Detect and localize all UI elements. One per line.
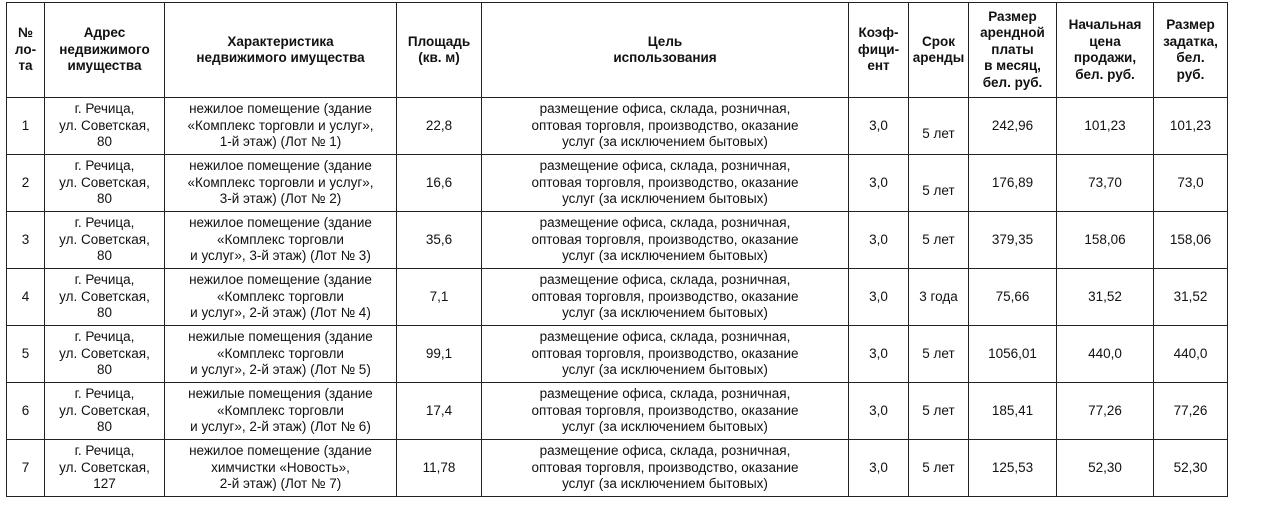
header-purpose — [482, 3, 849, 98]
cell-area: 99,1 — [397, 326, 482, 383]
cell-line: размещение офиса, склада, розничная, — [539, 443, 791, 459]
cell-purpose — [482, 212, 849, 269]
cell-line: химчистки «Новость», — [211, 459, 350, 475]
cell-rent: 379,35 — [969, 212, 1057, 269]
cell-line: Коэф- — [858, 25, 899, 41]
cell-coefficient: 3,0 — [849, 155, 909, 212]
cell-coefficient: 3,0 — [849, 212, 909, 269]
table-row — [7, 98, 1228, 155]
cell-description — [165, 212, 397, 269]
cell-lot-number: 1 — [7, 98, 45, 155]
cell-area: 16,6 — [397, 155, 482, 212]
cell-start-price: 31,52 — [1057, 269, 1154, 326]
cell-deposit: 73,0 — [1154, 155, 1228, 212]
header-deposit — [1154, 3, 1228, 98]
cell-area: 35,6 — [397, 212, 482, 269]
header-area — [397, 3, 482, 98]
cell-deposit: 158,06 — [1154, 212, 1228, 269]
header-start-price — [1057, 3, 1154, 98]
cell-line: услуг (за исключением бытовых) — [562, 248, 768, 264]
cell-start-price: 440,0 — [1057, 326, 1154, 383]
cell-line: размещение офиса, склада, розничная, — [539, 158, 791, 174]
cell-purpose — [482, 383, 849, 440]
cell-line: услуг (за исключением бытовых) — [562, 476, 768, 492]
cell-line: Характеристика — [227, 33, 334, 49]
table-row — [7, 383, 1228, 440]
cell-line: размещение офиса, склада, розничная, — [539, 329, 791, 345]
cell-lot-number: 5 — [7, 326, 45, 383]
cell-line: цена — [1089, 33, 1121, 49]
cell-rent: 185,41 — [969, 383, 1057, 440]
cell-line: 80 — [96, 419, 113, 435]
cell-purpose — [482, 155, 849, 212]
cell-line: недвижимого имущества — [196, 50, 365, 65]
header-row — [7, 3, 1228, 98]
table-row — [7, 440, 1228, 497]
cell-rent: 1056,01 — [969, 326, 1057, 383]
cell-line: г. Речица, — [74, 101, 135, 117]
cell-term: 3 года — [909, 269, 969, 326]
header-address — [45, 3, 165, 98]
table-row — [7, 326, 1228, 383]
cell-line: 1-й этаж) (Лот № 1) — [219, 134, 342, 150]
cell-line: 80 — [96, 191, 113, 207]
cell-line: 3-й этаж) (Лот № 2) — [219, 191, 342, 207]
cell-line: нежилое помещение (здание — [189, 272, 372, 288]
cell-lot-number: 3 — [7, 212, 45, 269]
cell-line: размещение офиса, склада, розничная, — [539, 386, 791, 402]
cell-address — [45, 98, 165, 155]
cell-line: оптовая торговля, производство, оказание — [531, 231, 799, 247]
header-term — [909, 3, 969, 98]
cell-line: услуг (за исключением бытовых) — [562, 191, 768, 207]
cell-line: нежилые помещения (здание — [188, 386, 373, 402]
cell-line: ул. Советская, — [59, 402, 150, 418]
cell-lot-number: 4 — [7, 269, 45, 326]
cell-description — [165, 269, 397, 326]
cell-purpose — [482, 98, 849, 155]
cell-deposit: 77,26 — [1154, 383, 1228, 440]
cell-line: «Комплекс торговли — [217, 402, 344, 418]
cell-coefficient: 3,0 — [849, 98, 909, 155]
cell-address — [45, 326, 165, 383]
cell-line: 127 — [93, 476, 116, 492]
cell-coefficient: 3,0 — [849, 326, 909, 383]
cell-line: задатка, — [1163, 33, 1218, 49]
cell-line: нежилое помещение (здание — [189, 101, 372, 117]
cell-line: Размер — [988, 8, 1037, 24]
cell-line: Начальная — [1068, 17, 1142, 32]
table-row — [7, 155, 1228, 212]
header-rent — [969, 3, 1057, 98]
cell-line: размещение офиса, склада, розничная, — [539, 101, 791, 117]
cell-rent: 176,89 — [969, 155, 1057, 212]
cell-line: «Комплекс торговли — [217, 345, 344, 361]
cell-purpose — [482, 269, 849, 326]
cell-line: «Комплекс торговли — [217, 231, 344, 247]
cell-deposit: 440,0 — [1154, 326, 1228, 383]
table-header — [7, 3, 1228, 98]
cell-line: имущества — [67, 58, 142, 74]
cell-line: недвижимого — [59, 41, 150, 57]
cell-line: руб. — [1176, 66, 1205, 82]
cell-rent: 75,66 — [969, 269, 1057, 326]
lots-table-container — [6, 2, 1228, 497]
cell-line: нежилое помещение (здание — [189, 443, 372, 459]
cell-line: и услуг», 3-й этаж) (Лот № 3) — [190, 248, 371, 264]
cell-line: бел. — [1176, 50, 1205, 65]
cell-term: 5 лет — [909, 383, 969, 440]
cell-line: ент — [867, 58, 890, 74]
cell-line: нежилые помещения (здание — [188, 329, 373, 345]
cell-line: арендной — [980, 25, 1045, 41]
cell-address — [45, 383, 165, 440]
cell-coefficient: 3,0 — [849, 383, 909, 440]
cell-line: 80 — [96, 305, 113, 321]
header-description — [165, 3, 397, 98]
cell-line: продажи, — [1073, 50, 1137, 65]
cell-purpose — [482, 326, 849, 383]
cell-description — [165, 155, 397, 212]
term-value: 5 лет — [922, 125, 955, 141]
cell-line: г. Речица, — [74, 443, 135, 459]
cell-line: услуг (за исключением бытовых) — [562, 362, 768, 378]
cell-line: г. Речица, — [74, 215, 135, 231]
cell-address — [45, 155, 165, 212]
cell-area: 11,78 — [397, 440, 482, 497]
cell-line: 80 — [96, 134, 113, 150]
cell-line: аренды — [912, 50, 965, 65]
cell-lot-number: 2 — [7, 155, 45, 212]
cell-line: ул. Советская, — [59, 117, 150, 133]
cell-line: «Комплекс торговли — [217, 288, 344, 304]
table-row — [7, 269, 1228, 326]
cell-term: 5 лет — [909, 440, 969, 497]
table-body — [7, 98, 1228, 497]
cell-term — [909, 98, 969, 155]
cell-description — [165, 440, 397, 497]
cell-area: 22,8 — [397, 98, 482, 155]
cell-address — [45, 440, 165, 497]
cell-deposit: 52,30 — [1154, 440, 1228, 497]
cell-term — [909, 155, 969, 212]
cell-start-price: 158,06 — [1057, 212, 1154, 269]
cell-line: и услуг», 2-й этаж) (Лот № 4) — [190, 305, 371, 321]
cell-start-price: 77,26 — [1057, 383, 1154, 440]
cell-description — [165, 326, 397, 383]
cell-line: размещение офиса, склада, розничная, — [539, 272, 791, 288]
cell-deposit: 101,23 — [1154, 98, 1228, 155]
cell-line: Срок — [922, 33, 955, 49]
cell-line: ул. Советская, — [59, 231, 150, 247]
cell-purpose — [482, 440, 849, 497]
cell-line: нежилое помещение (здание — [189, 215, 372, 231]
cell-line: г. Речица, — [74, 158, 135, 174]
cell-line: нежилое помещение (здание — [189, 158, 372, 174]
cell-start-price: 101,23 — [1057, 98, 1154, 155]
cell-line: «Комплекс торговли и услуг», — [187, 117, 374, 133]
cell-start-price: 52,30 — [1057, 440, 1154, 497]
cell-line: ул. Советская, — [59, 345, 150, 361]
cell-line: бел. руб. — [1075, 66, 1135, 82]
cell-rent: 125,53 — [969, 440, 1057, 497]
cell-line: ул. Советская, — [59, 459, 150, 475]
cell-line: и услуг», 2-й этаж) (Лот № 6) — [190, 419, 371, 435]
cell-line: ло-та — [14, 41, 37, 74]
cell-line: Адрес — [83, 25, 126, 41]
cell-line: услуг (за исключением бытовых) — [562, 305, 768, 321]
lots-table — [6, 2, 1228, 497]
cell-line: бел. руб. — [982, 74, 1043, 90]
cell-line: платы — [991, 41, 1034, 57]
cell-line: оптовая торговля, производство, оказание — [531, 345, 799, 361]
header-coefficient — [849, 3, 909, 98]
cell-line: (кв. м) — [418, 50, 460, 65]
cell-line: г. Речица, — [74, 329, 135, 345]
cell-description — [165, 98, 397, 155]
cell-rent: 242,96 — [969, 98, 1057, 155]
cell-description — [165, 383, 397, 440]
cell-term: 5 лет — [909, 326, 969, 383]
table-row — [7, 212, 1228, 269]
cell-line: оптовая торговля, производство, оказание — [531, 459, 799, 475]
cell-line: 80 — [96, 362, 113, 378]
cell-coefficient: 3,0 — [849, 440, 909, 497]
term-value: 5 лет — [922, 182, 955, 198]
cell-area: 7,1 — [397, 269, 482, 326]
cell-line: «Комплекс торговли и услуг», — [187, 174, 374, 190]
cell-line: Цель — [647, 33, 683, 49]
cell-line: оптовая торговля, производство, оказание — [531, 288, 799, 304]
cell-lot-number: 6 — [7, 383, 45, 440]
cell-line: ул. Советская, — [59, 174, 150, 190]
cell-line: оптовая торговля, производство, оказание — [531, 174, 799, 190]
cell-line: использования — [613, 50, 717, 65]
cell-start-price: 73,70 — [1057, 155, 1154, 212]
cell-line: ул. Советская, — [59, 288, 150, 304]
cell-line: 80 — [96, 248, 113, 264]
cell-deposit: 31,52 — [1154, 269, 1228, 326]
cell-line: 2-й этаж) (Лот № 7) — [219, 476, 342, 492]
cell-line: услуг (за исключением бытовых) — [562, 419, 768, 435]
cell-line: оптовая торговля, производство, оказание — [531, 117, 799, 133]
cell-line: фици- — [857, 41, 900, 57]
cell-area: 17,4 — [397, 383, 482, 440]
cell-line: в месяц, — [984, 58, 1041, 74]
cell-term: 5 лет — [909, 212, 969, 269]
cell-line: размещение офиса, склада, розничная, — [539, 215, 791, 231]
cell-coefficient: 3,0 — [849, 269, 909, 326]
cell-address — [45, 212, 165, 269]
cell-line: оптовая торговля, производство, оказание — [531, 402, 799, 418]
header-lot-number — [7, 3, 45, 98]
cell-line: г. Речица, — [74, 386, 135, 402]
cell-line: и услуг», 2-й этаж) (Лот № 5) — [190, 362, 371, 378]
cell-address — [45, 269, 165, 326]
cell-lot-number: 7 — [7, 440, 45, 497]
cell-line: Размер — [1166, 17, 1215, 32]
cell-line: № — [17, 25, 34, 41]
cell-line: г. Речица, — [74, 272, 135, 288]
cell-line: Площадь — [407, 33, 471, 49]
cell-line: услуг (за исключением бытовых) — [562, 134, 768, 150]
